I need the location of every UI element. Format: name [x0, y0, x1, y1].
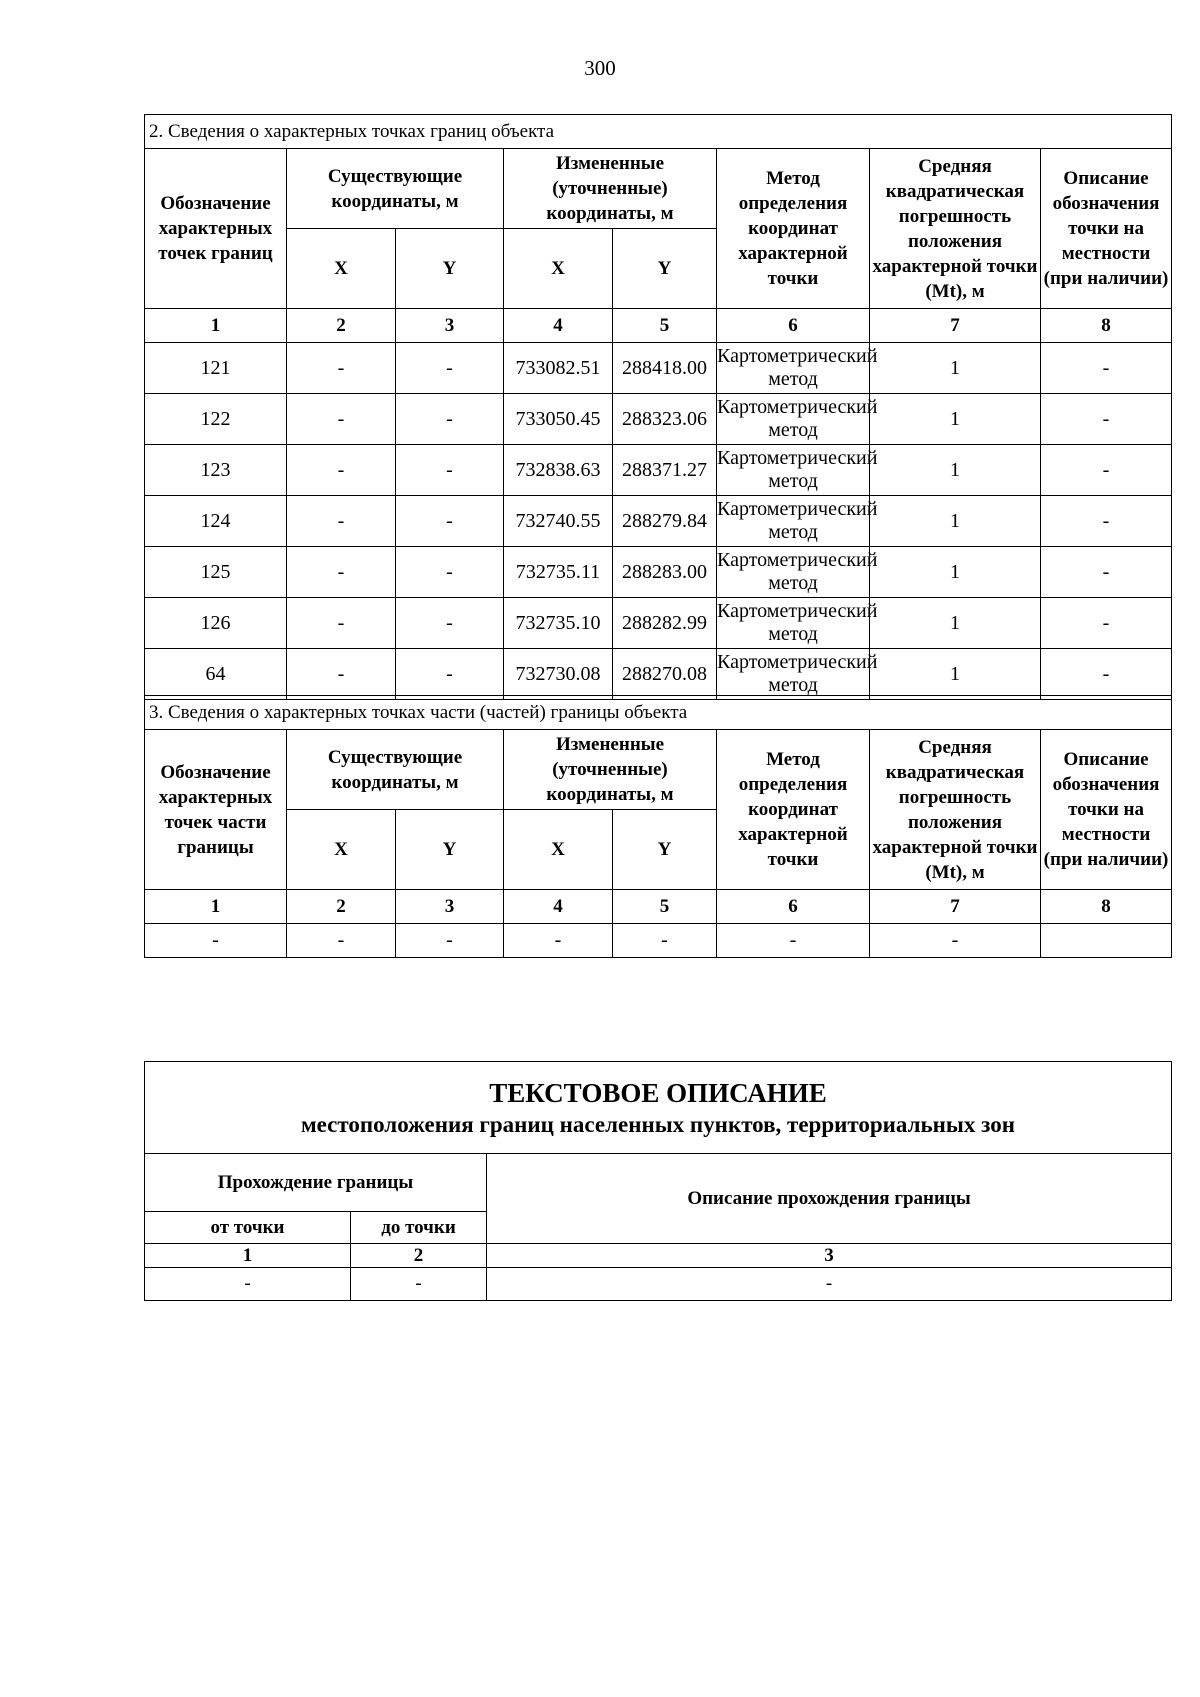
existing-y: -	[396, 598, 504, 649]
column-number: 3	[396, 309, 504, 343]
table-row	[145, 598, 1172, 649]
method: Картометрический метод	[717, 343, 870, 394]
column-number: 8	[1041, 890, 1172, 924]
point-id: -	[145, 924, 287, 958]
column-number: 1	[145, 309, 287, 343]
error-mt: 1	[870, 343, 1041, 394]
header-changed-coordinates: Измененные (уточненные) координаты, м	[504, 149, 717, 229]
changed-y: 288270.08	[613, 649, 717, 700]
header-x: X	[504, 229, 613, 309]
header-y: Y	[396, 229, 504, 309]
changed-x: 732735.11	[504, 547, 613, 598]
existing-y: -	[396, 343, 504, 394]
existing-y: -	[396, 924, 504, 958]
changed-y: 288283.00	[613, 547, 717, 598]
header-error: Средняя квадратическая погрешность положения характерной точки (Mt), м	[870, 149, 1041, 309]
header-method: Метод определения координат характерной точки	[717, 730, 870, 890]
column-number: 2	[287, 309, 396, 343]
existing-y: -	[396, 445, 504, 496]
changed-y: 288418.00	[613, 343, 717, 394]
changed-x: 732730.08	[504, 649, 613, 700]
existing-y: -	[396, 496, 504, 547]
header-changed-coordinates: Измененные (уточненные) координаты, м	[504, 730, 717, 810]
error-mt: 1	[870, 445, 1041, 496]
header-x: X	[287, 229, 396, 309]
table-row	[145, 394, 1172, 445]
header-boundary-passage: Прохождение границы	[145, 1154, 487, 1212]
header-designation: Обозначение характерных точек части границы	[145, 730, 287, 890]
error-mt: 1	[870, 394, 1041, 445]
point-id: 126	[145, 598, 287, 649]
column-number: 3	[487, 1244, 1172, 1268]
column-number: 4	[504, 890, 613, 924]
point-id: 64	[145, 649, 287, 700]
document-subtitle: местоположения границ населенных пунктов, территориальных зон	[301, 1111, 1015, 1137]
changed-x: 732735.10	[504, 598, 613, 649]
column-number: 5	[613, 890, 717, 924]
table-row	[145, 649, 1172, 700]
existing-x: -	[287, 394, 396, 445]
table-row	[145, 547, 1172, 598]
section-caption: 2. Сведения о характерных точках границ объекта	[145, 115, 1172, 149]
column-number: 7	[870, 309, 1041, 343]
method: Картометрический метод	[717, 649, 870, 700]
point-id: 124	[145, 496, 287, 547]
column-number: 2	[287, 890, 396, 924]
error-mt: 1	[870, 547, 1041, 598]
point-description: -	[1041, 343, 1172, 394]
header-method: Метод определения координат характерной точки	[717, 149, 870, 309]
error-mt: 1	[870, 649, 1041, 700]
existing-y: -	[396, 649, 504, 700]
column-number: 8	[1041, 309, 1172, 343]
error-mt: 1	[870, 496, 1041, 547]
error-mt: 1	[870, 598, 1041, 649]
existing-y: -	[396, 547, 504, 598]
column-number: 4	[504, 309, 613, 343]
point-description: -	[1041, 394, 1172, 445]
document-title: ТЕКСТОВОЕ ОПИСАНИЕ	[489, 1077, 827, 1108]
point-description: -	[1041, 496, 1172, 547]
table-row	[145, 496, 1172, 547]
existing-y: -	[396, 394, 504, 445]
changed-x: 733050.45	[504, 394, 613, 445]
method: Картометрический метод	[717, 445, 870, 496]
to-point-value: -	[351, 1268, 487, 1301]
existing-x: -	[287, 445, 396, 496]
changed-x: -	[504, 924, 613, 958]
column-number: 7	[870, 890, 1041, 924]
header-existing-coordinates: Существующие координаты, м	[287, 730, 504, 810]
from-point-value: -	[145, 1268, 351, 1301]
text-description-heading	[145, 1062, 1172, 1154]
column-number: 5	[613, 309, 717, 343]
point-description: -	[1041, 598, 1172, 649]
column-number: 2	[351, 1244, 487, 1268]
existing-x: -	[287, 547, 396, 598]
existing-x: -	[287, 496, 396, 547]
header-x: X	[504, 810, 613, 890]
existing-x: -	[287, 343, 396, 394]
passage-description-value: -	[487, 1268, 1172, 1301]
error-mt: -	[870, 924, 1041, 958]
changed-y: 288371.27	[613, 445, 717, 496]
method: Картометрический метод	[717, 598, 870, 649]
column-number: 1	[145, 890, 287, 924]
existing-x: -	[287, 924, 396, 958]
method: Картометрический метод	[717, 496, 870, 547]
boundary-points-table	[144, 114, 1172, 700]
header-designation: Обозначение характерных точек границ	[145, 149, 287, 309]
point-description: -	[1041, 649, 1172, 700]
point-id: 125	[145, 547, 287, 598]
point-id: 121	[145, 343, 287, 394]
header-y: Y	[613, 810, 717, 890]
section-caption: 3. Сведения о характерных точках части (частей) границы объекта	[145, 696, 1172, 730]
point-description: -	[1041, 445, 1172, 496]
header-y: Y	[396, 810, 504, 890]
table-row	[145, 924, 1172, 958]
table-row	[145, 1268, 1172, 1301]
changed-y: 288282.99	[613, 598, 717, 649]
changed-x: 732740.55	[504, 496, 613, 547]
header-x: X	[287, 810, 396, 890]
point-description: -	[1041, 547, 1172, 598]
changed-y: -	[613, 924, 717, 958]
table-row	[145, 445, 1172, 496]
changed-y: 288279.84	[613, 496, 717, 547]
changed-x: 733082.51	[504, 343, 613, 394]
method: Картометрический метод	[717, 394, 870, 445]
column-number: 6	[717, 309, 870, 343]
header-description: Описание обозначения точки на местности (при наличии)	[1041, 730, 1172, 890]
point-id: 123	[145, 445, 287, 496]
header-error: Средняя квадратическая погрешность положения характерной точки (Mt), м	[870, 730, 1041, 890]
header-existing-coordinates: Существующие координаты, м	[287, 149, 504, 229]
existing-x: -	[287, 649, 396, 700]
part-boundary-points-table	[144, 695, 1172, 958]
header-from-point: от точки	[145, 1212, 351, 1244]
method: -	[717, 924, 870, 958]
header-description: Описание обозначения точки на местности (при наличии)	[1041, 149, 1172, 309]
page-number: 300	[584, 56, 616, 80]
changed-y: 288323.06	[613, 394, 717, 445]
header-y: Y	[613, 229, 717, 309]
changed-x: 732838.63	[504, 445, 613, 496]
method: Картометрический метод	[717, 547, 870, 598]
existing-x: -	[287, 598, 396, 649]
column-number: 6	[717, 890, 870, 924]
header-to-point: до точки	[351, 1212, 487, 1244]
header-passage-description: Описание прохождения границы	[487, 1154, 1172, 1244]
column-number: 3	[396, 890, 504, 924]
point-description	[1041, 924, 1172, 958]
text-description-table	[144, 1061, 1172, 1301]
point-id: 122	[145, 394, 287, 445]
column-number: 1	[145, 1244, 351, 1268]
table-row	[145, 343, 1172, 394]
